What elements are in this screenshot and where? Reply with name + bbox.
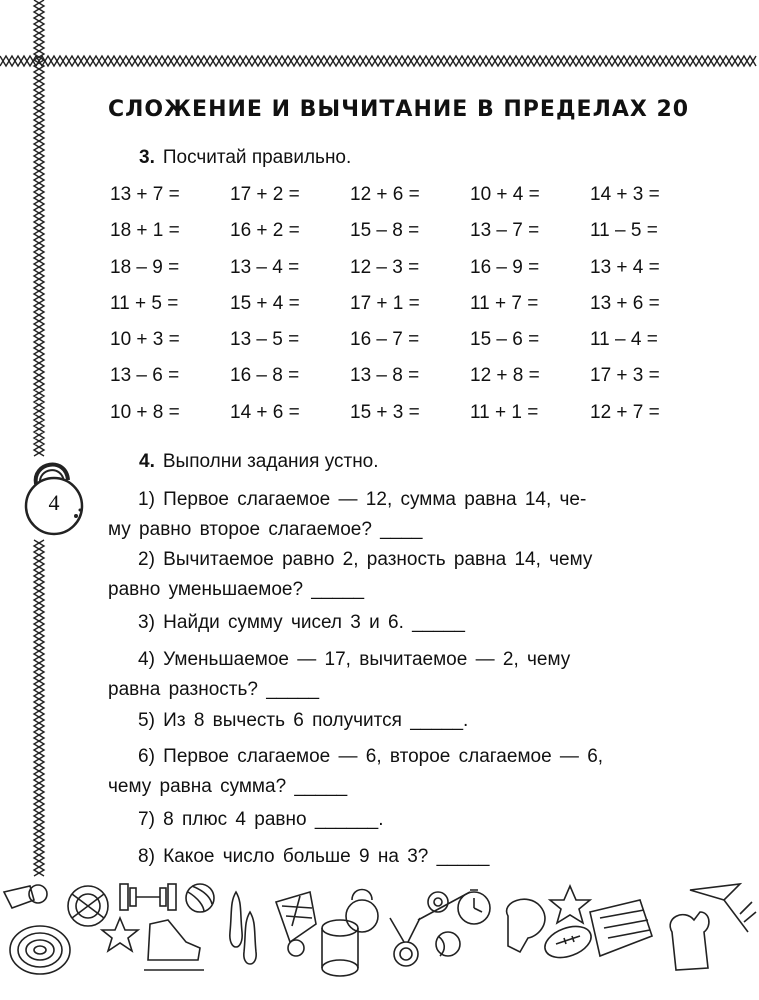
expression: 11 – 5 = bbox=[590, 220, 658, 242]
expression: 13 – 8 = bbox=[350, 365, 420, 387]
grid-row bbox=[110, 257, 710, 293]
expression: 13 + 6 = bbox=[590, 292, 660, 314]
expression: 11 + 7 = bbox=[470, 292, 539, 314]
exercise-3-heading bbox=[139, 147, 351, 169]
task-line: 7) 8 плюс 4 равно ______. bbox=[138, 809, 384, 830]
task-6 bbox=[108, 742, 683, 802]
expression: 15 – 6 = bbox=[470, 329, 540, 351]
shuttlecock-icon bbox=[276, 892, 316, 956]
expression: 13 – 5 = bbox=[230, 329, 300, 351]
task-7 bbox=[108, 805, 683, 835]
expression: 11 + 5 = bbox=[110, 292, 179, 314]
expression: 17 + 2 = bbox=[230, 184, 300, 205]
bowling-pin-icon bbox=[230, 892, 256, 964]
expression: 10 + 4 = bbox=[470, 184, 540, 205]
expression: 17 + 3 = bbox=[590, 365, 660, 387]
expression: 12 – 3 = bbox=[350, 256, 420, 278]
expression: 13 – 7 = bbox=[470, 220, 540, 242]
exercise-3-number: 3. bbox=[139, 147, 155, 168]
expression: 12 + 8 = bbox=[470, 365, 540, 387]
expression: 15 + 3 = bbox=[350, 401, 420, 423]
expression: 15 – 8 = bbox=[350, 220, 420, 242]
task-4 bbox=[108, 645, 683, 705]
exercise-3-instruction: Посчитай правильно. bbox=[162, 147, 352, 168]
task-line: 6) Первое слагаемое — 6, второе слагаемое — 6, bbox=[138, 746, 604, 767]
arithmetic-grid bbox=[110, 184, 710, 438]
top-border-ornament bbox=[0, 52, 759, 70]
barbell-icon bbox=[418, 892, 470, 920]
expression: 18 – 9 = bbox=[110, 256, 180, 278]
grid-row bbox=[110, 402, 710, 438]
whistle-icon bbox=[4, 885, 47, 908]
task-8 bbox=[108, 842, 683, 872]
expression: 13 + 7 = bbox=[110, 184, 180, 205]
mitten-icon bbox=[670, 912, 709, 970]
expression: 16 – 8 = bbox=[230, 365, 300, 387]
exercise-4-heading bbox=[139, 451, 379, 473]
expression: 11 – 4 = bbox=[590, 329, 658, 351]
task-line: равна разность? _____ bbox=[108, 679, 320, 700]
expression: 14 + 3 = bbox=[590, 184, 660, 205]
task-line: равно уменьшаемое? _____ bbox=[108, 579, 365, 600]
expression: 18 + 1 = bbox=[110, 220, 180, 242]
star-icon bbox=[550, 886, 590, 923]
spiral-disc-icon bbox=[10, 926, 70, 974]
task-line: 3) Найди сумму чисел 3 и 6. _____ bbox=[138, 612, 465, 633]
expression: 10 + 3 = bbox=[110, 329, 180, 351]
dart-icon bbox=[690, 884, 756, 932]
flipper-icon bbox=[590, 900, 652, 956]
ice-skate-icon bbox=[144, 920, 204, 970]
boxing-glove-icon bbox=[507, 899, 545, 952]
page-title: СЛОЖЕНИЕ И ВЫЧИТАНИЕ В ПРЕДЕЛАХ 20 bbox=[108, 97, 690, 122]
expression: 11 + 1 = bbox=[470, 401, 539, 423]
tennis-ball-icon bbox=[436, 932, 460, 956]
task-line: 8) Какое число больше 9 на 3? _____ bbox=[138, 846, 490, 867]
task-line: чему равна сумма? _____ bbox=[108, 776, 348, 797]
grid-row bbox=[110, 220, 710, 256]
expression: 12 + 6 = bbox=[350, 184, 420, 205]
task-1 bbox=[108, 485, 683, 545]
expression: 10 + 8 = bbox=[110, 401, 180, 423]
expression: 14 + 6 = bbox=[230, 401, 300, 423]
expression: 13 – 4 = bbox=[230, 256, 300, 278]
exercise-4-number: 4. bbox=[139, 451, 155, 472]
ball-icon bbox=[186, 884, 214, 912]
expression: 15 + 4 = bbox=[230, 292, 300, 314]
dumbbell-icon bbox=[120, 884, 176, 910]
star-icon bbox=[102, 918, 138, 951]
expression: 13 – 6 = bbox=[110, 365, 180, 387]
task-5 bbox=[108, 706, 683, 736]
target-icon bbox=[68, 886, 108, 926]
exercise-4-instruction: Выполни задания устно. bbox=[162, 451, 379, 472]
task-2 bbox=[108, 545, 683, 605]
task-line: 1) Первое слагаемое — 12, сумма равна 14, че- bbox=[138, 489, 587, 510]
grid-row bbox=[110, 365, 710, 401]
page-number: 4 bbox=[48, 490, 60, 515]
expression: 17 + 1 = bbox=[350, 292, 420, 314]
medal-icon bbox=[390, 918, 420, 966]
expression: 12 + 7 = bbox=[590, 401, 660, 423]
grid-row bbox=[110, 293, 710, 329]
page-number-badge bbox=[14, 454, 96, 538]
grid-row bbox=[110, 329, 710, 365]
sports-equipment-illustration bbox=[0, 872, 759, 987]
task-line: му равно второе слагаемое? ____ bbox=[108, 519, 423, 540]
expression: 16 – 7 = bbox=[350, 329, 420, 351]
kettlebell-small-icon bbox=[346, 890, 378, 933]
expression: 16 + 2 = bbox=[230, 220, 300, 242]
task-3 bbox=[108, 608, 683, 638]
task-line: 2) Вычитаемое равно 2, разность равна 14, чему bbox=[138, 549, 593, 570]
expression: 16 – 9 = bbox=[470, 256, 540, 278]
rugby-ball-icon bbox=[541, 921, 596, 964]
expression: 13 + 4 = bbox=[590, 256, 660, 278]
grid-row bbox=[110, 184, 710, 220]
task-line: 4) Уменьшаемое — 17, вычитаемое — 2, чему bbox=[138, 649, 571, 670]
task-line: 5) Из 8 вычесть 6 получится _____. bbox=[138, 710, 469, 731]
